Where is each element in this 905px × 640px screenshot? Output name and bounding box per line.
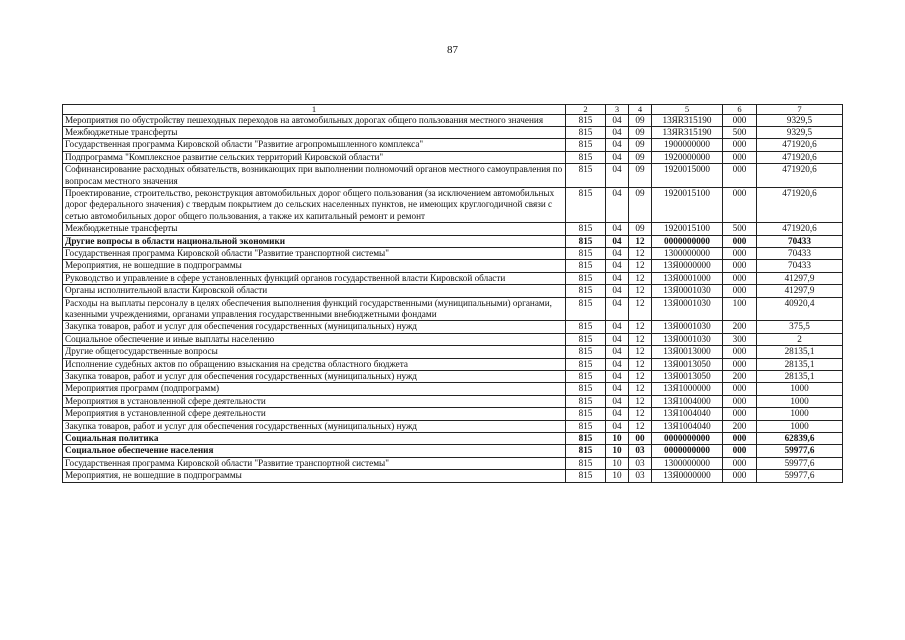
row-name-cell: Мероприятия, не вошедшие в подпрограммы — [63, 260, 566, 272]
table-row — [63, 260, 843, 272]
row-expense-type-cell: 000 — [723, 139, 757, 151]
row-name-cell: Социальная политика — [63, 433, 566, 445]
row-expense-type-cell: 500 — [723, 126, 757, 138]
row-section-cell: 04 — [606, 164, 629, 188]
row-subsection-cell: 12 — [629, 321, 652, 333]
table-row — [63, 321, 843, 333]
row-subsection-cell: 12 — [629, 395, 652, 407]
row-amount-cell: 59977,6 — [757, 457, 843, 469]
row-target-article-cell: 13Я0000000 — [652, 260, 723, 272]
row-section-cell: 04 — [606, 297, 629, 321]
row-expense-type-cell: 000 — [723, 395, 757, 407]
column-header: 4 — [629, 105, 652, 115]
table-row — [63, 272, 843, 284]
table-row — [63, 346, 843, 358]
row-section-cell: 04 — [606, 383, 629, 395]
row-subsection-cell: 12 — [629, 297, 652, 321]
row-section-cell: 04 — [606, 333, 629, 345]
row-expense-type-cell: 100 — [723, 297, 757, 321]
row-amount-cell: 1000 — [757, 408, 843, 420]
row-amount-cell: 40920,4 — [757, 297, 843, 321]
row-amount-cell: 1000 — [757, 420, 843, 432]
row-ministry-code-cell: 815 — [566, 420, 606, 432]
row-ministry-code-cell: 815 — [566, 126, 606, 138]
row-target-article-cell: 13Я0001030 — [652, 297, 723, 321]
row-subsection-cell: 09 — [629, 139, 652, 151]
row-section-cell: 04 — [606, 223, 629, 235]
row-name-cell: Государственная программа Кировской области "Развитие транспортной системы" — [63, 247, 566, 259]
row-ministry-code-cell: 815 — [566, 285, 606, 297]
row-target-article-cell: 1900000000 — [652, 139, 723, 151]
row-section-cell: 04 — [606, 247, 629, 259]
row-subsection-cell: 03 — [629, 457, 652, 469]
row-name-cell: Социальное обеспечение и иные выплаты населению — [63, 333, 566, 345]
table-row — [63, 247, 843, 259]
row-subsection-cell: 09 — [629, 151, 652, 163]
column-header: 5 — [652, 105, 723, 115]
row-ministry-code-cell: 815 — [566, 260, 606, 272]
row-name-cell: Социальное обеспечение населения — [63, 445, 566, 457]
row-ministry-code-cell: 815 — [566, 358, 606, 370]
row-ministry-code-cell: 815 — [566, 470, 606, 482]
row-target-article-cell: 13ЯR315190 — [652, 114, 723, 126]
row-expense-type-cell: 000 — [723, 272, 757, 284]
row-name-cell: Закупка товаров, работ и услуг для обеспечения государственных (муниципальных) нужд — [63, 371, 566, 383]
row-target-article-cell: 1920015100 — [652, 187, 723, 222]
row-target-article-cell: 1920000000 — [652, 151, 723, 163]
column-header: 3 — [606, 105, 629, 115]
row-section-cell: 04 — [606, 114, 629, 126]
row-subsection-cell: 12 — [629, 260, 652, 272]
row-expense-type-cell: 300 — [723, 333, 757, 345]
table-header-row — [63, 105, 843, 115]
table-row — [63, 285, 843, 297]
row-name-cell: Исполнение судебных актов по обращению взыскания на средства областного бюджета — [63, 358, 566, 370]
row-target-article-cell: 1300000000 — [652, 457, 723, 469]
table-row — [63, 333, 843, 345]
row-ministry-code-cell: 815 — [566, 346, 606, 358]
row-expense-type-cell: 000 — [723, 235, 757, 247]
row-subsection-cell: 12 — [629, 235, 652, 247]
row-target-article-cell: 13ЯR315190 — [652, 126, 723, 138]
row-section-cell: 04 — [606, 272, 629, 284]
column-header: 1 — [63, 105, 566, 115]
row-expense-type-cell: 200 — [723, 321, 757, 333]
row-subsection-cell: 12 — [629, 408, 652, 420]
row-name-cell: Подпрограмма "Комплексное развитие сельских территорий Кировской области" — [63, 151, 566, 163]
row-name-cell: Государственная программа Кировской области "Развитие транспортной системы" — [63, 457, 566, 469]
row-amount-cell: 59977,6 — [757, 470, 843, 482]
row-section-cell: 04 — [606, 285, 629, 297]
row-subsection-cell: 00 — [629, 433, 652, 445]
row-subsection-cell: 12 — [629, 272, 652, 284]
table-row — [63, 420, 843, 432]
table-row — [63, 114, 843, 126]
column-header: 2 — [566, 105, 606, 115]
row-section-cell: 04 — [606, 321, 629, 333]
row-subsection-cell: 09 — [629, 114, 652, 126]
row-name-cell: Органы исполнительной власти Кировской области — [63, 285, 566, 297]
row-section-cell: 04 — [606, 420, 629, 432]
row-subsection-cell: 09 — [629, 164, 652, 188]
row-name-cell: Межбюджетные трансферты — [63, 126, 566, 138]
row-ministry-code-cell: 815 — [566, 247, 606, 259]
row-amount-cell: 471920,6 — [757, 151, 843, 163]
row-amount-cell: 1000 — [757, 395, 843, 407]
table-row — [63, 470, 843, 482]
row-expense-type-cell: 200 — [723, 420, 757, 432]
table-row — [63, 223, 843, 235]
row-target-article-cell: 13Я1004000 — [652, 395, 723, 407]
row-target-article-cell: 13Я0001030 — [652, 285, 723, 297]
page-number: 87 — [447, 44, 458, 56]
row-ministry-code-cell: 815 — [566, 235, 606, 247]
row-subsection-cell: 12 — [629, 285, 652, 297]
row-ministry-code-cell: 815 — [566, 187, 606, 222]
row-expense-type-cell: 000 — [723, 470, 757, 482]
row-section-cell: 04 — [606, 395, 629, 407]
row-ministry-code-cell: 815 — [566, 223, 606, 235]
table-row — [63, 187, 843, 222]
row-amount-cell: 70433 — [757, 235, 843, 247]
table-row — [63, 235, 843, 247]
row-subsection-cell: 12 — [629, 420, 652, 432]
row-subsection-cell: 03 — [629, 445, 652, 457]
row-ministry-code-cell: 815 — [566, 433, 606, 445]
row-name-cell: Расходы на выплаты персоналу в целях обеспечения выполнения функций государственными (муниципальными) органами, казенными учреждениями, органами управления государственными внебюджетными фондами — [63, 297, 566, 321]
row-expense-type-cell: 000 — [723, 151, 757, 163]
row-name-cell: Государственная программа Кировской области "Развитие агропромышленного комплекса" — [63, 139, 566, 151]
row-ministry-code-cell: 815 — [566, 321, 606, 333]
row-expense-type-cell: 000 — [723, 285, 757, 297]
row-ministry-code-cell: 815 — [566, 151, 606, 163]
row-section-cell: 10 — [606, 445, 629, 457]
row-target-article-cell: 13Я0000000 — [652, 470, 723, 482]
row-amount-cell: 70433 — [757, 260, 843, 272]
row-ministry-code-cell: 815 — [566, 457, 606, 469]
row-amount-cell: 28135,1 — [757, 358, 843, 370]
table-row — [63, 457, 843, 469]
row-ministry-code-cell: 815 — [566, 297, 606, 321]
row-target-article-cell: 13Я0001000 — [652, 272, 723, 284]
row-subsection-cell: 12 — [629, 358, 652, 370]
table-row — [63, 151, 843, 163]
table-body — [63, 114, 843, 482]
row-expense-type-cell: 000 — [723, 260, 757, 272]
row-name-cell: Руководство и управление в сфере установленных функций органов государственной власти Кировской области — [63, 272, 566, 284]
row-section-cell: 04 — [606, 408, 629, 420]
row-ministry-code-cell: 815 — [566, 164, 606, 188]
row-section-cell: 04 — [606, 187, 629, 222]
row-section-cell: 04 — [606, 235, 629, 247]
row-expense-type-cell: 000 — [723, 457, 757, 469]
row-target-article-cell: 13Я1000000 — [652, 383, 723, 395]
row-amount-cell: 1000 — [757, 383, 843, 395]
row-subsection-cell: 12 — [629, 333, 652, 345]
table-row — [63, 433, 843, 445]
row-section-cell: 04 — [606, 358, 629, 370]
row-name-cell: Другие вопросы в области национальной экономики — [63, 235, 566, 247]
row-subsection-cell: 12 — [629, 371, 652, 383]
row-ministry-code-cell: 815 — [566, 333, 606, 345]
row-name-cell: Мероприятия программ (подпрограмм) — [63, 383, 566, 395]
row-expense-type-cell: 000 — [723, 114, 757, 126]
row-target-article-cell: 13Я0001030 — [652, 321, 723, 333]
row-subsection-cell: 09 — [629, 126, 652, 138]
row-expense-type-cell: 000 — [723, 187, 757, 222]
row-expense-type-cell: 000 — [723, 408, 757, 420]
row-target-article-cell: 13Я0013050 — [652, 371, 723, 383]
row-amount-cell: 70433 — [757, 247, 843, 259]
row-amount-cell: 9329,5 — [757, 114, 843, 126]
row-section-cell: 10 — [606, 457, 629, 469]
row-target-article-cell: 13Я0013000 — [652, 346, 723, 358]
row-ministry-code-cell: 815 — [566, 395, 606, 407]
row-ministry-code-cell: 815 — [566, 383, 606, 395]
row-expense-type-cell: 200 — [723, 371, 757, 383]
row-ministry-code-cell: 815 — [566, 139, 606, 151]
row-target-article-cell: 1300000000 — [652, 247, 723, 259]
table-row — [63, 408, 843, 420]
table-row — [63, 164, 843, 188]
row-expense-type-cell: 000 — [723, 383, 757, 395]
row-ministry-code-cell: 815 — [566, 272, 606, 284]
row-section-cell: 10 — [606, 470, 629, 482]
row-target-article-cell: 1920015000 — [652, 164, 723, 188]
table-row — [63, 445, 843, 457]
row-amount-cell: 62839,6 — [757, 433, 843, 445]
row-amount-cell: 471920,6 — [757, 223, 843, 235]
row-amount-cell: 471920,6 — [757, 139, 843, 151]
row-target-article-cell: 0000000000 — [652, 433, 723, 445]
row-ministry-code-cell: 815 — [566, 371, 606, 383]
row-target-article-cell: 13Я0013050 — [652, 358, 723, 370]
row-subsection-cell: 12 — [629, 247, 652, 259]
row-expense-type-cell: 500 — [723, 223, 757, 235]
row-name-cell: Проектирование, строительство, реконструкция автомобильных дорог общего пользования (за исключением автомобильных дорог федерального значения) с твердым покрытием до сельских населенных пунктов, не имеющих круглогодичной связи с сетью автомобильных дорог общего пользования, а также их капитальный ремонт и ремонт — [63, 187, 566, 222]
row-section-cell: 04 — [606, 126, 629, 138]
row-subsection-cell: 03 — [629, 470, 652, 482]
row-name-cell: Другие общегосударственные вопросы — [63, 346, 566, 358]
row-name-cell: Мероприятия, не вошедшие в подпрограммы — [63, 470, 566, 482]
row-amount-cell: 9329,5 — [757, 126, 843, 138]
table-row — [63, 395, 843, 407]
row-amount-cell: 28135,1 — [757, 371, 843, 383]
row-amount-cell: 2 — [757, 333, 843, 345]
row-amount-cell: 41297,9 — [757, 272, 843, 284]
row-expense-type-cell: 000 — [723, 445, 757, 457]
column-header: 6 — [723, 105, 757, 115]
row-ministry-code-cell: 815 — [566, 445, 606, 457]
table-row — [63, 358, 843, 370]
row-name-cell: Закупка товаров, работ и услуг для обеспечения государственных (муниципальных) нужд — [63, 420, 566, 432]
budget-table — [62, 104, 843, 483]
row-section-cell: 04 — [606, 151, 629, 163]
row-amount-cell: 28135,1 — [757, 346, 843, 358]
row-target-article-cell: 1920015100 — [652, 223, 723, 235]
row-amount-cell: 59977,6 — [757, 445, 843, 457]
row-expense-type-cell: 000 — [723, 247, 757, 259]
table-row — [63, 297, 843, 321]
row-amount-cell: 375,5 — [757, 321, 843, 333]
column-header: 7 — [757, 105, 843, 115]
row-ministry-code-cell: 815 — [566, 114, 606, 126]
row-target-article-cell: 13Я0001030 — [652, 333, 723, 345]
row-section-cell: 04 — [606, 260, 629, 272]
row-name-cell: Мероприятия по обустройству пешеходных переходов на автомобильных дорогах общего пользования местного значения — [63, 114, 566, 126]
row-expense-type-cell: 000 — [723, 433, 757, 445]
row-amount-cell: 41297,9 — [757, 285, 843, 297]
row-subsection-cell: 12 — [629, 346, 652, 358]
row-amount-cell: 471920,6 — [757, 164, 843, 188]
row-expense-type-cell: 000 — [723, 358, 757, 370]
row-amount-cell: 471920,6 — [757, 187, 843, 222]
table-row — [63, 126, 843, 138]
row-subsection-cell: 09 — [629, 187, 652, 222]
row-name-cell: Мероприятия в установленной сфере деятельности — [63, 408, 566, 420]
row-name-cell: Закупка товаров, работ и услуг для обеспечения государственных (муниципальных) нужд — [63, 321, 566, 333]
row-section-cell: 04 — [606, 371, 629, 383]
row-name-cell: Софинансирование расходных обязательств, возникающих при выполнении полномочий органов местного самоуправления по вопросам местного значения — [63, 164, 566, 188]
row-name-cell: Мероприятия в установленной сфере деятельности — [63, 395, 566, 407]
row-target-article-cell: 0000000000 — [652, 235, 723, 247]
row-subsection-cell: 12 — [629, 383, 652, 395]
row-target-article-cell: 0000000000 — [652, 445, 723, 457]
row-expense-type-cell: 000 — [723, 346, 757, 358]
table-row — [63, 383, 843, 395]
row-expense-type-cell: 000 — [723, 164, 757, 188]
row-target-article-cell: 13Я1004040 — [652, 408, 723, 420]
row-target-article-cell: 13Я1004040 — [652, 420, 723, 432]
row-ministry-code-cell: 815 — [566, 408, 606, 420]
row-section-cell: 04 — [606, 346, 629, 358]
table-row — [63, 139, 843, 151]
row-name-cell: Межбюджетные трансферты — [63, 223, 566, 235]
table-row — [63, 371, 843, 383]
row-subsection-cell: 09 — [629, 223, 652, 235]
row-section-cell: 04 — [606, 139, 629, 151]
row-section-cell: 10 — [606, 433, 629, 445]
